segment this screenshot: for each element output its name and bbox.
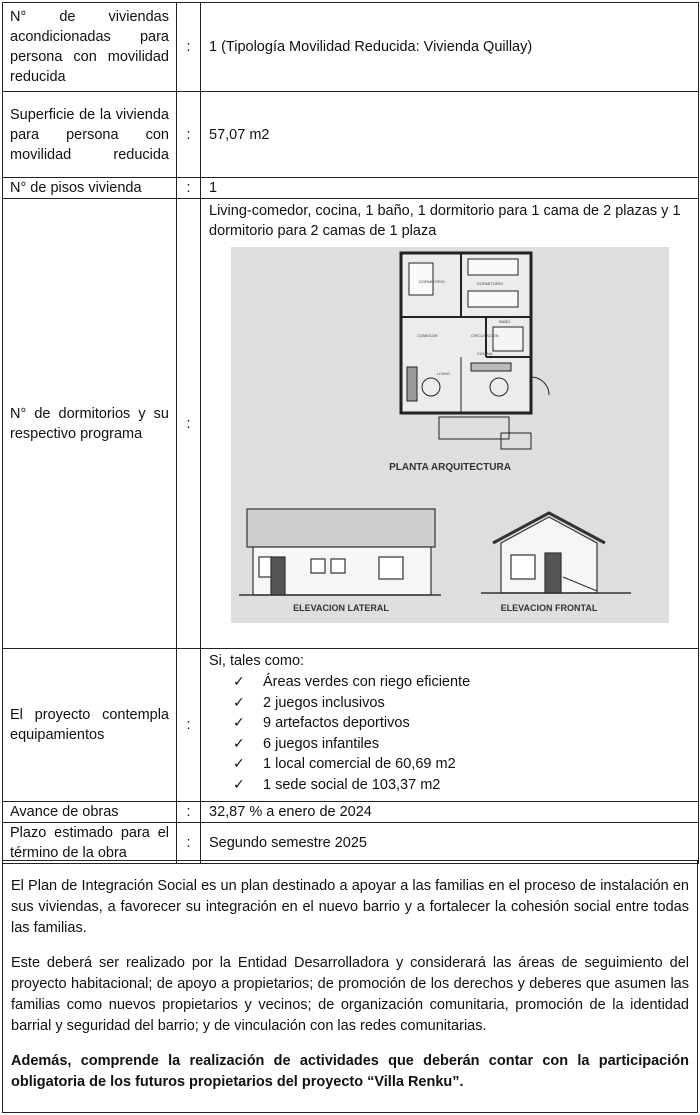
- closing-paragraph: Además, comprende la realización de actividades que deberán contar con la participación obligatoria de los futuros propietarios del proyecto “Villa Renku”.: [11, 1053, 689, 1090]
- row-label: N° de pisos vivienda: [3, 178, 177, 199]
- svg-text:DORMITORIO: DORMITORIO: [477, 281, 503, 286]
- paragraph: El Plan de Integración Social es un plan destinado a apoyar a las familias en el proceso de instalación en sus viviendas, a favorecer su integración en el nuevo barrio y a fortalecer la cohesión social entre todas las familias.: [11, 878, 689, 936]
- list-item: ✓ 6 juegos infantiles: [233, 734, 380, 752]
- row-value: Living-comedor, cocina, 1 baño, 1 dormitorio para 1 cama de 2 plazas y 1 dormitorio para 2 camas de 1 plaza: [209, 203, 681, 239]
- table-row: [3, 823, 699, 864]
- row-colon: :: [177, 199, 201, 649]
- svg-text:LIVING: LIVING: [437, 371, 451, 376]
- equipment-list: [209, 671, 691, 794]
- row-label: Superficie de la vivienda para persona con movilidad reducida: [3, 92, 177, 178]
- list-item: ✓ 9 artefactos deportivos: [233, 714, 410, 731]
- check-icon: ✓: [233, 734, 245, 751]
- row-colon: :: [177, 3, 201, 92]
- table-row: [3, 92, 699, 178]
- row-value: Segundo semestre 2025: [201, 823, 699, 864]
- floor-plan-drawing: [231, 247, 669, 623]
- svg-text:COMEDOR: COMEDOR: [417, 333, 438, 338]
- svg-text:DORMITORIO: DORMITORIO: [419, 279, 445, 284]
- list-item: ✓ 2 juegos inclusivos: [233, 693, 385, 711]
- svg-text:BAÑO: BAÑO: [499, 319, 511, 324]
- table-row: [3, 178, 699, 199]
- table-row: [3, 199, 699, 649]
- row-value: 1 (Tipología Movilidad Reducida: Vivienda Quillay): [201, 3, 699, 92]
- row-label: Avance de obras: [3, 802, 177, 823]
- plan-title: PLANTA ARQUITECTURA: [389, 462, 511, 473]
- row-value: 1: [201, 178, 699, 199]
- lateral-elevation-title: ELEVACION LATERAL: [293, 603, 389, 613]
- row-value: Si, tales como:: [209, 653, 305, 669]
- table-row: [3, 649, 699, 802]
- list-item: ✓ 1 local comercial de 60,69 m2: [233, 755, 456, 772]
- list-item: ✓ 1 sede social de 103,37 m2: [233, 775, 441, 793]
- list-item: ✓ Áreas verdes con riego eficiente: [233, 673, 471, 690]
- row-colon: :: [177, 823, 201, 864]
- svg-text:COCINA: COCINA: [477, 351, 493, 356]
- table-row: [3, 3, 699, 92]
- row-label: Plazo estimado para el término de la obra: [3, 823, 177, 864]
- check-icon: ✓: [233, 693, 245, 710]
- row-colon: :: [177, 92, 201, 178]
- row-label: El proyecto contempla equipamientos: [3, 649, 177, 802]
- check-icon: ✓: [233, 755, 245, 771]
- integration-plan-text: [2, 860, 698, 1113]
- project-info-table: [2, 2, 699, 864]
- row-value: 57,07 m2: [201, 92, 699, 178]
- svg-text:CIRCULACION: CIRCULACION: [471, 333, 499, 338]
- table-row: [3, 802, 699, 823]
- check-icon: ✓: [233, 673, 245, 689]
- row-label: N° de viviendas acondicionadas para persona con movilidad reducida: [3, 3, 177, 92]
- check-icon: ✓: [233, 775, 245, 792]
- row-colon: :: [177, 178, 201, 199]
- row-colon: :: [177, 802, 201, 823]
- paragraph: Este deberá ser realizado por la Entidad Desarrolladora y considerará las áreas de seguimiento del proyecto habitacional; de apoyo a propietarios; de promoción de los derechos y deberes que asumen las familias como nuevos propietarios y vecinos; de organización comunitaria, promoción de la identidad barrial y seguridad del barrio; y de vinculación con las redes comunitarias.: [11, 955, 689, 1034]
- floor-plan-image: [231, 247, 669, 623]
- row-value: 32,87 % a enero de 2024: [201, 802, 699, 823]
- frontal-elevation-title: ELEVACION FRONTAL: [500, 603, 598, 613]
- row-label: N° de dormitorios y su respectivo programa: [3, 199, 177, 649]
- check-icon: ✓: [233, 714, 245, 730]
- row-colon: :: [177, 649, 201, 802]
